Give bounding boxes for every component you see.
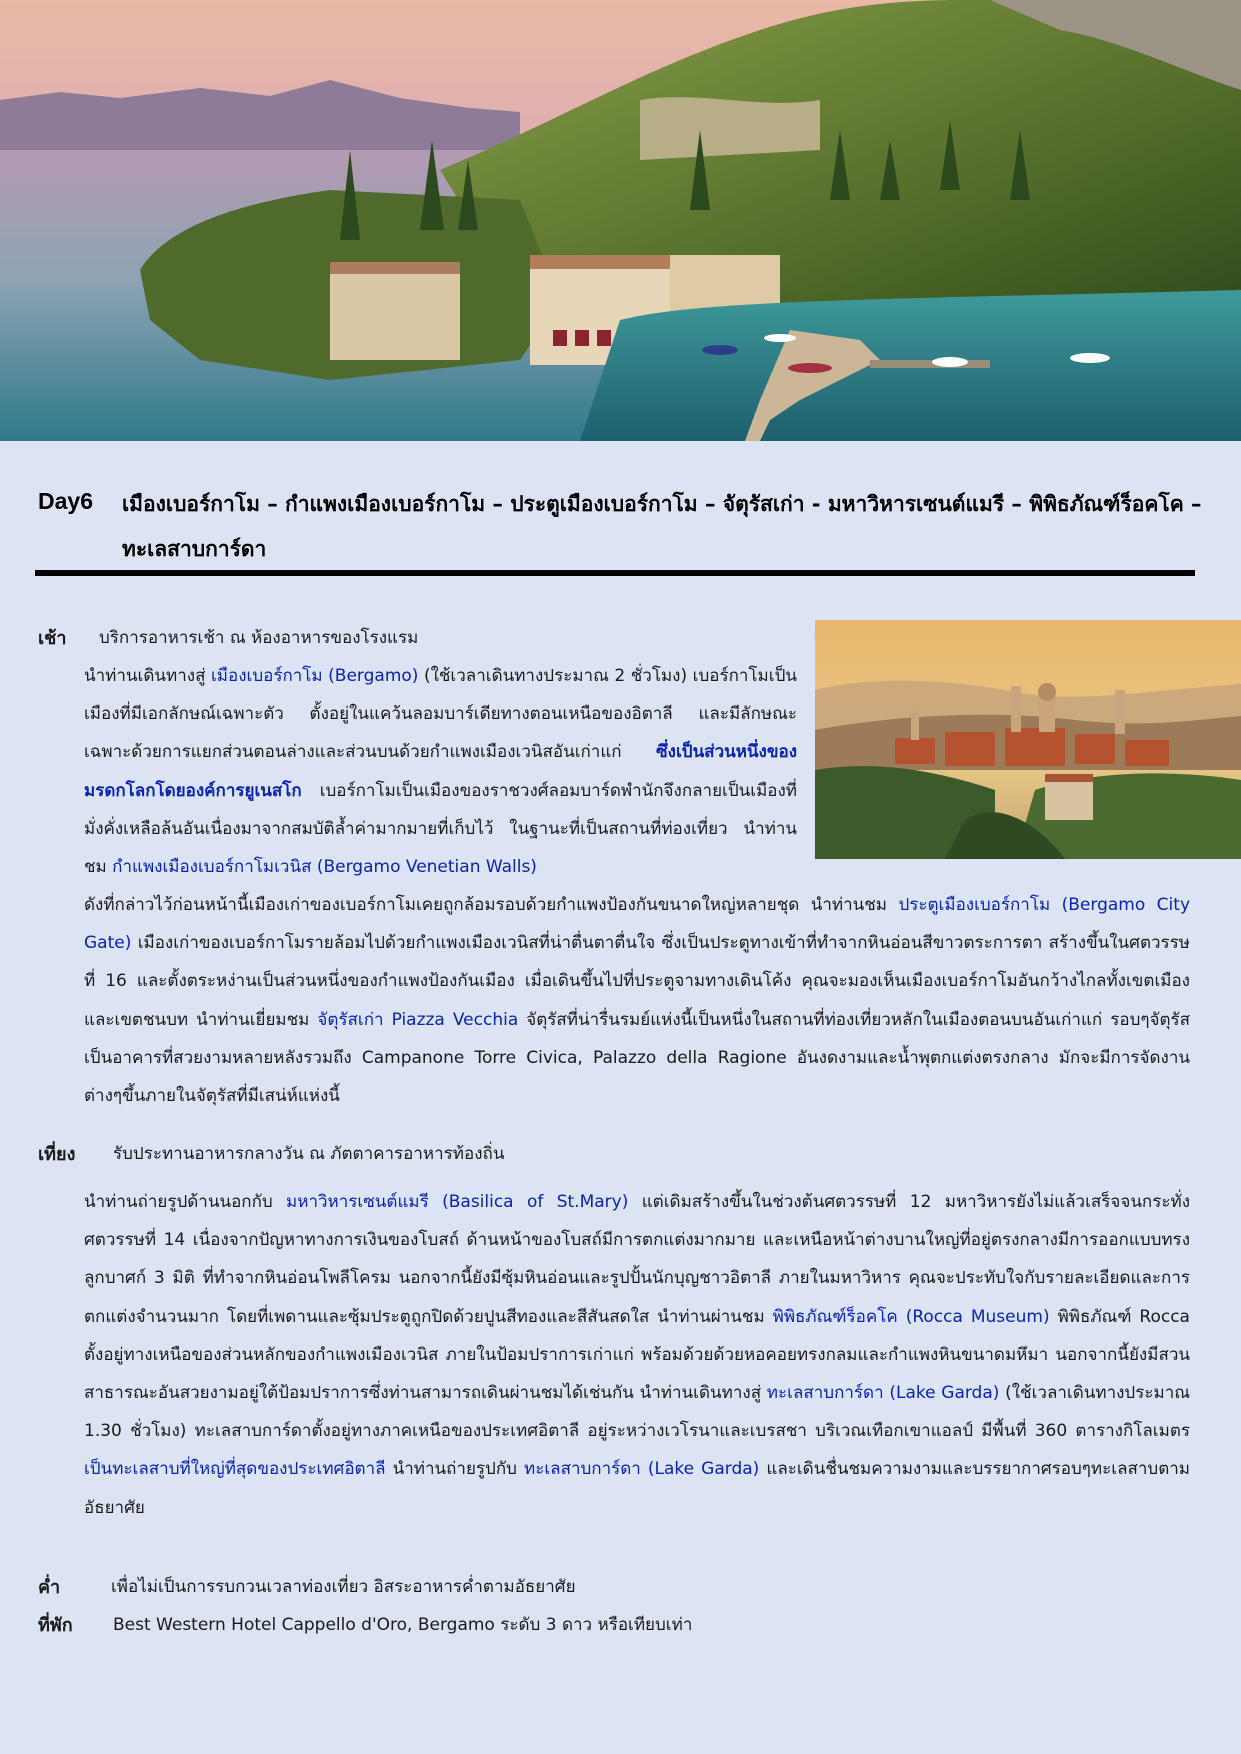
lunch-label: เที่ยง	[38, 1144, 76, 1165]
text-run: ดังที่กล่าวไว้ก่อนหน้านี้เมืองเก่าของเบอร์กาโมเคยถูกล้อมรอบด้วยกำแพงป้องกันขนาดใหญ่หลายชุด นำท่านชม	[84, 895, 899, 915]
hotel-text: Best Western Hotel Cappello d'Oro, Bergamo ระดับ 3 ดาว หรือเทียบเท่า	[113, 1615, 693, 1635]
largest-lake-text: เป็นทะเลสาบที่ใหญ่ที่สุดของประเทศอิตาลี	[84, 1459, 386, 1480]
dinner-text: เพื่อไม่เป็นการรบกวนเวลาท่องเที่ยว อิสระอาหารค่ำตามอัธยาศัย	[111, 1577, 576, 1597]
text-run: และเดินชื่นชมความงามและบรรยากาศรอบๆทะเลสาบตามอัธยาศัย	[84, 1459, 1190, 1518]
lake-garda-text-2: ทะเลสาบการ์ดา (Lake Garda)	[524, 1459, 760, 1480]
title-divider	[35, 570, 1195, 576]
text-run: นำท่านถ่ายรูปกับ	[385, 1459, 524, 1480]
unesco-heritage-text: ซึ่งเป็นส่วนหนึ่งของมรดกโลกโดยองค์การยูเนสโก	[84, 742, 797, 801]
text-run: จัตุรัสที่น่ารื่นรมย์แห่งนี้เป็นหนึ่งในสถานที่ท่องเที่ยวหลักในเมืองตอนบนอันเก่าแก่ รอบๆจัตุรัสเป็นอาคารที่สวยงามหลายหลังรวมถึง Campanone Torre Civica, Palazzo della Ragione อันงดงามและน้ำพุตกแต่งตรงกลาง มักจะมีการจัดงานต่างๆขึ้นภายในจัตุรัสที่มีเสน่ห์แห่งนี้	[84, 1009, 1191, 1107]
text-run: เมืองเก่าของเบอร์กาโมรายล้อมไปด้วยกำแพงเมืองเวนิสที่น่าตื่นตาตื่นใจ ซึ่งเป็นประตูทางเข้าที่ทำจากหินอ่อนสีขาวตระการตา สร้างขึ้นในศตวรรษที่ 16 และตั้งตระหง่านเป็นส่วนหนึ่งของกำแพงป้องกันเมือง เมื่อเดินขึ้นไปที่ประตูจามทางเดินโค้ง คุณจะมองเห็นเมืองเบอร์กาโมอันกว้างไกลทั้งเขตเมืองและเขตชนบท นำท่านเยี่ยมชม	[84, 933, 1190, 1030]
piazza-vecchia-text: จัตุรัสเก่า Piazza Vecchia	[317, 1009, 519, 1030]
day-label: Day6	[38, 488, 93, 514]
text-run: นำท่านเดินทางสู่	[84, 666, 211, 686]
hero-photo	[0, 0, 1241, 441]
day-title: เมืองเบอร์กาโม – กำแพงเมืองเบอร์กาโม – ประตูเมืองเบอร์กาโม – จัตุรัสเก่า - มหาวิหารเซนต์แมรี – พิพิธภัณฑ์ร็อคโค – ทะเลสาบการ์ดา	[122, 492, 1202, 561]
text-run: แต่เดิมสร้างขึ้นในช่วงต้นศตวรรษที่ 12 มหาวิหารยังไม่แล้วเสร็จจนกระทั่งศตวรรษที่ 14 เนื่องจากปัญหาทางการเงินของโบสถ์ ด้านหน้าของโบสถ์มีการตกแต่งมากมาย และเหนือหน้าต่างบานใหญ่ที่อยู่ตรงกลางมีการออกแบบทรงลูกบาศก์ 3 มิติ ที่ทำจากหินอ่อนโพลีโครม นอกจากนี้ยังมีซุ้มหินอ่อนและรูปปั้นนักบุญชาวอิตาลี ภายในมหาวิหาร คุณจะประทับใจกับรายละเอียดและการตกแต่งจำนวนมาก โดยที่เพดานและซุ้มประตูถูกปิดด้วยปูนสีทองและสีสันสดใส นำท่านผ่านชม	[84, 1192, 1190, 1327]
afternoon-paragraph	[84, 1183, 1190, 1527]
breakfast-text: บริการอาหารเช้า ณ ห้องอาหารของโรงแรม	[99, 628, 419, 648]
lake-garda-text: ทะเลสาบการ์ดา (Lake Garda)	[766, 1383, 1000, 1404]
text-run: (ใช้เวลาเดินทางประมาณ 2 ชั่วโมง) เบอร์กาโมเป็นเมืองที่มีเอกลักษณ์เฉพาะตัว ตั้งอยู่ในแคว้นลอมบาร์เดียทางตอนเหนือของอิตาลี และมีลักษณะเฉพาะด้วยการแยกส่วนตอนล่างและส่วนบนด้วยกำแพงเมืองเวนิสอันเก่าแก่	[84, 666, 797, 763]
morning-paragraph-1	[84, 657, 797, 886]
morning-paragraph-2	[84, 886, 1190, 1115]
rocca-museum-text: พิพิธภัณฑ์ร็อคโค (Rocca Museum)	[772, 1306, 1050, 1327]
hotel-label: ที่พัก	[38, 1615, 73, 1636]
lunch-text: รับประทานอาหารกลางวัน ณ ภัตตาคารอาหารท้องถิ่น	[113, 1144, 505, 1164]
text-run: นำท่านถ่ายรูปด้านนอกกับ	[84, 1192, 287, 1212]
text-run: พิพิธภัณฑ์ Rocca ตั้งอยู่ทางเหนือของส่วนหลักของกำแพงเมืองเวนิส ภายในป้อมปราการเก่าแก่ พร้อมด้วยด้วยหอคอยทรงกลมและกำแพงหินขนาดมหึมา นอกจากนี้ยังมีสวนสาธารณะอันสวยงามอยู่ใต้ป้อมปราการซึ่งท่านสามารถเดินผ่านชมได้เช่นกัน นำท่านเดินทางสู่	[84, 1306, 1190, 1404]
bergamo-photo	[815, 620, 1241, 859]
city-gate-text: ประตูเมืองเบอร์กาโม (Bergamo City Gate)	[84, 895, 1191, 954]
basilica-text: มหาวิหารเซนต์แมรี (Basilica of St.Mary)	[286, 1192, 629, 1212]
text-run: (ใช้เวลาเดินทางประมาณ 1.30 ชั่วโมง) ทะเลสาบการ์ดาตั้งอยู่ทางภาคเหนือของประเทศอิตาลี อยู่ระหว่างเวโรนาและเบรสชา บริเวณเทือกเขาแอลป์ มีพื้นที่ 360 ตารางกิโลเมตร	[84, 1383, 1191, 1442]
venetian-walls-text: กำแพงเมืองเบอร์กาโมเวนิส (Bergamo Venetian Walls)	[112, 857, 537, 878]
breakfast-label: เช้า	[38, 628, 67, 649]
bergamo-link-text: เมืองเบอร์กาโม (Bergamo)	[210, 666, 419, 686]
dinner-label: ค่ำ	[38, 1577, 61, 1598]
text-run: เบอร์กาโมเป็นเมืองของราชวงศ์ลอมบาร์ดพำนักจึงกลายเป็นเมืองที่มั่งคั่งเหลือล้นอันเนื่องมาจากสมบัติล้ำค่ามากมายที่เก็บไว้ ในฐานะที่เป็นสถานที่ท่องเที่ยว นำท่านชม	[84, 780, 797, 878]
